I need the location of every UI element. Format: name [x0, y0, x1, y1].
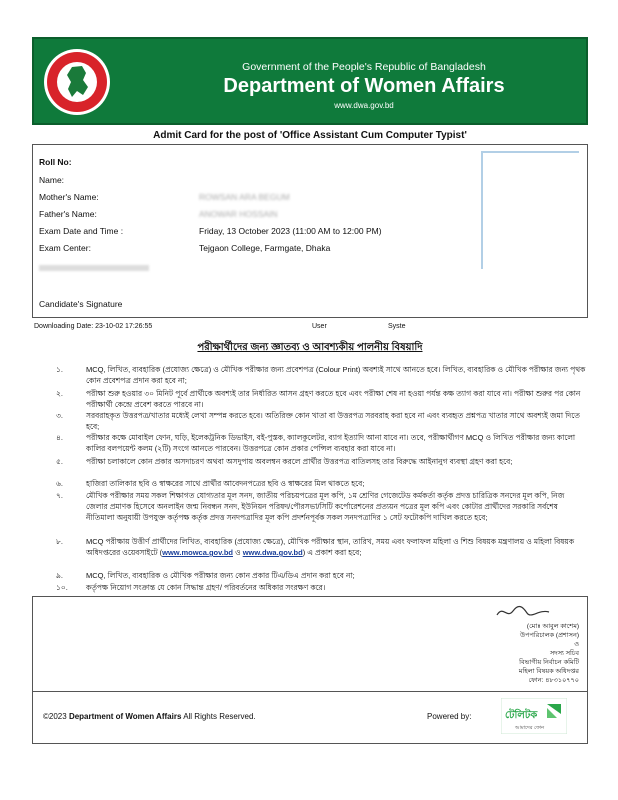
- instruction-number: ৫.: [56, 457, 63, 466]
- instruction-number: ৯.: [56, 571, 63, 580]
- bangladesh-government-seal-icon: [42, 47, 112, 117]
- signatory-office: মহিলা বিষয়ক অধিদপ্তর: [518, 668, 579, 675]
- instruction-number: ২.: [56, 389, 63, 398]
- signatory-conjunction: ও: [574, 641, 579, 648]
- instruction-number: ৬.: [56, 479, 63, 488]
- powered-by-label: Powered by:: [427, 712, 472, 721]
- instruction-text: MCQ, লিখিত, ব্যবহারিক (প্রযোজ্য ক্ষেত্রে) ও মৌখিক পরীক্ষার জন্য প্রবেশপত্র (Colour Print) অবশ্যই সাথে আনতে হবে। লিখিত, ব্যবহারিক ও মৌখিক পরীক্ষার জন্য পৃথক কোন প্রবেশপত্র প্রদান করা হবে না;: [86, 365, 586, 385]
- copyright-year: ©2023: [43, 712, 67, 721]
- admit-card-title: Admit Card for the post of 'Office Assistant Cum Computer Typist': [153, 130, 467, 141]
- government-name: Government of the People's Republic of Bangladesh: [242, 61, 486, 73]
- signatory-name: (মোঃ আবুল কাশেম): [526, 623, 579, 630]
- header-banner: [32, 37, 588, 125]
- instruction-number: ৩.: [56, 411, 63, 420]
- instruction-number: ৮.: [56, 537, 63, 546]
- signatory-role: সদস্য সচিব: [550, 650, 579, 657]
- signatory-committee: বিভাগীয় নির্বাচন কমিটি: [519, 659, 579, 666]
- copyright-org: Department of Women Affairs: [68, 712, 182, 721]
- father-label: Father's Name:: [39, 209, 97, 219]
- download-system: Syste: [388, 323, 406, 330]
- teletalk-brand: টেলিটক: [505, 710, 538, 721]
- instruction-text: পরীক্ষা শুরু হওয়ার ৩০ মিনিট পূর্বে প্রার্থীকে অবশ্যই তার নির্ধারিত আসন গ্রহণ করতে হবে এবং পরীক্ষা শেষ না হওয়া পর্যন্ত কক্ষ ত্যাগ করা যাবে না। পরীক্ষা শুরুর পর কোন পরীক্ষার্থী কেন্দ্রে প্রবেশ করতে পারবে না।: [86, 389, 581, 409]
- roll-no-label: Roll No:: [39, 157, 72, 167]
- dwa-website-link[interactable]: www.dwa.gov.bd: [242, 548, 303, 557]
- footer: [32, 692, 588, 744]
- downloading-date: Downloading Date: 23-10-02 17:26:55: [34, 323, 153, 330]
- mowca-website-link[interactable]: www.mowca.gov.bd: [162, 548, 233, 557]
- instruction-number: ১.: [56, 365, 63, 374]
- signatory-box: [32, 596, 588, 692]
- download-user: User: [312, 323, 327, 330]
- candidate-photo: [481, 151, 579, 269]
- copyright: [43, 712, 256, 721]
- instruction-text: MCQ, লিখিত, ব্যবহারিক ও মৌখিক পরীক্ষার জন্য কোন প্রকার টিএ/ডিএ প্রদান করা হবে না;: [86, 571, 355, 580]
- instruction-text: পরীক্ষার কক্ষে মোবাইল ফোন, ঘড়ি, ইলেকট্রনিক ডিভাইস, বই-পুস্তক, ক্যালকুলেটর, ব্যাগ ইত্যাদি আনা যাবে না। তবে, পরীক্ষার্থীগণ MCQ ও লিখিত পরীক্ষার জন্য কালো কালির বলপয়েন্ট কলম (২টি) সংগে আনতে পারবেন। উত্তরপত্রে কোন প্রকার পেন্সিল ব্যবহার করা যাবে না।: [86, 433, 576, 453]
- instruction-text: সরবরাহকৃত উত্তরপত্র/খাতার মধ্যেই লেখা সম্পন্ন করতে হবে। অতিরিক্ত কোন খাতা বা উত্তরপত্র সরবরাহ করা হবে না এবং ব্যবহৃত প্রশ্নপত্র খাতার সাথে অবশ্যই জমা দিতে হবে;: [86, 411, 580, 431]
- instruction-text: পরীক্ষা চলাকালে কোন প্রকার অসদাচরণ অথবা অসদুপায় অবলম্বন করলে প্রার্থীর উত্তরপত্র বাতিলসহ তার বিরুদ্ধে আইনানুগ ব্যবস্থা গ্রহণ করা হবে;: [86, 457, 513, 466]
- signatory-phone: ফোন: ৪৮৩১০৭৭০: [528, 677, 579, 684]
- instruction-text-part: ) এ প্রকাশ করা হবে;: [302, 548, 362, 557]
- instruction-text-part: MCQ পরীক্ষায় উত্তীর্ণ প্রার্থীদের লিখিত, ব্যবহারিক (প্রযোজ্য ক্ষেত্রে), মৌখিক পরীক্ষার স্থান, তারিখ, সময় এবং ফলাফল মহিলা ও শিশু বিষয়ক মন্ত্রণালয় ও মহিলা বিষয়ক অধিদপ্তরের ওয়েবসাইটে (: [86, 537, 575, 557]
- instruction-text: কর্তৃপক্ষ নিয়োগ সংক্রান্ত যে কোন সিদ্ধান্ত গ্রহণ/ পরিবর্তনের অধিকার সংরক্ষণ করে।: [86, 583, 326, 592]
- instruction-number: ৪.: [56, 433, 63, 442]
- instruction-text: হাজিরা তালিকার ছবি ও স্বাক্ষরের সাথে প্রার্থীর আবেদনপত্রের ছবি ও স্বাক্ষরের মিল থাকতে হবে;: [86, 479, 365, 488]
- officer-signature-icon: [493, 603, 553, 621]
- mother-label: Mother's Name:: [39, 192, 99, 202]
- signatory-designation: উপপরিচালক (প্রশাসন): [520, 632, 579, 639]
- father-value: ANOWAR HOSSAIN: [199, 209, 278, 219]
- candidate-signature-label: Candidate's Signature: [39, 299, 123, 309]
- candidate-info-card: [32, 144, 588, 318]
- exam-date-label: Exam Date and Time :: [39, 226, 124, 236]
- exam-center-label: Exam Center:: [39, 243, 91, 253]
- instructions-title: পরীক্ষার্থীদের জন্য জ্ঞাতব্য ও আবশ্যকীয় পালনীয় বিষয়াদি: [197, 342, 423, 353]
- department-website[interactable]: www.dwa.gov.bd: [334, 101, 394, 110]
- instruction-text: মৌখিক পরীক্ষার সময় সকল শিক্ষাগত যোগ্যতার মূল সনদ, জাতীয় পরিচয়পত্রের মূল কপি, ১ম শ্রেণির গেজেটেড কর্মকর্তা কর্তৃক প্রদত্ত চারিত্রিক সনদের মূল কপি, নিজ জেলার প্রমাণক হিসেবে অনলাইন জন্ম নিবন্ধন সনদ, ইউনিয়ন পরিষদ/পৌরসভা/সিটি কর্পোরেশনের প্রত্যয়ন পত্রের মূল কপি এবং কোটার প্রার্থীদের সরকারি সর্বশেষ নীতিমালা অনুযায়ী উপযুক্ত কর্তৃপক্ষ কর্তৃক প্রদত্ত সনদপত্রাদির মূল কপি প্রদর্শনপূর্বক সকল সনদপত্রাদির ১ সেট ফটোকপি দাখিল করতে হবে;: [86, 491, 565, 522]
- department-title: Department of Women Affairs: [223, 75, 505, 97]
- instruction-number: ১০.: [56, 583, 68, 592]
- mother-value: ROWSAN ARA BEGUM: [199, 192, 290, 202]
- instruction-text-part: ও: [232, 548, 243, 557]
- exam-date-value: Friday, 13 October 2023 (11:00 AM to 12:00 PM): [199, 226, 382, 236]
- instruction-text: [86, 536, 586, 558]
- teletalk-logo-icon: [501, 698, 567, 734]
- candidate-signature-image: [39, 265, 149, 271]
- teletalk-tagline: আমাদের ফোন: [515, 725, 545, 731]
- copyright-suffix: All Rights Reserved.: [183, 712, 256, 721]
- name-label: Name:: [39, 175, 65, 185]
- instruction-number: ৭.: [56, 491, 63, 500]
- exam-center-value: Tejgaon College, Farmgate, Dhaka: [199, 243, 331, 253]
